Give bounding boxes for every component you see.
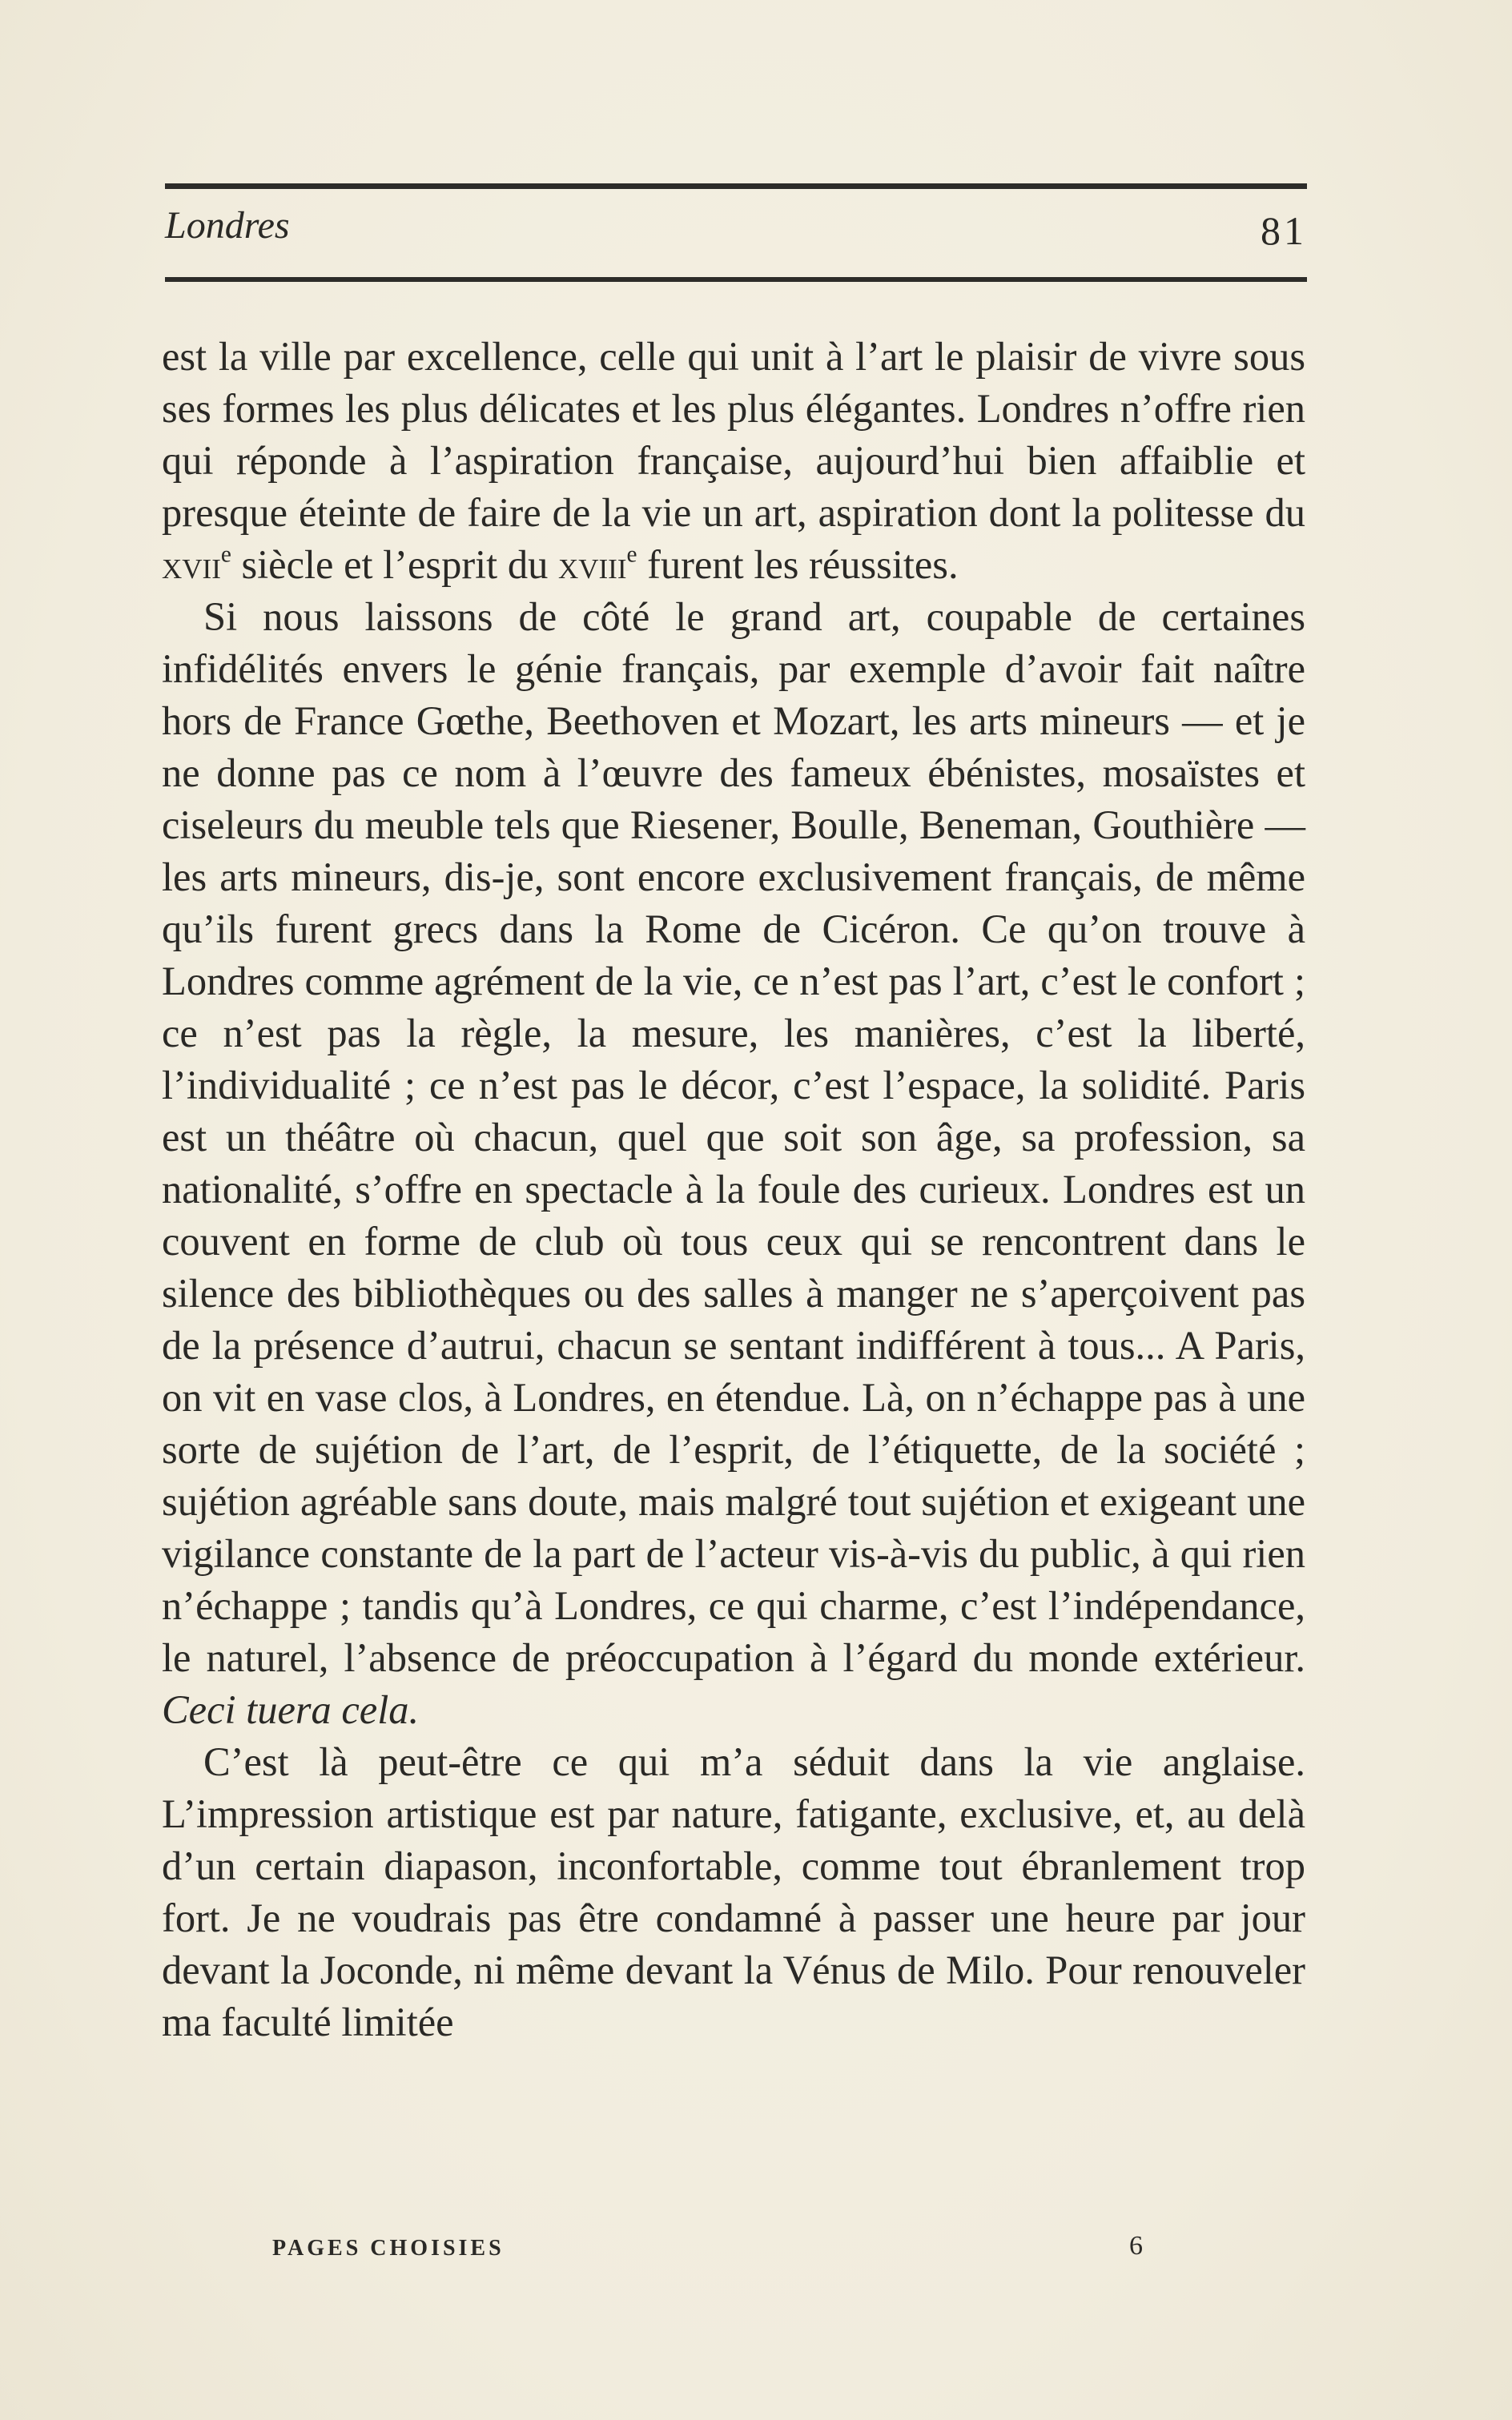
header-rule-top: [165, 183, 1307, 189]
running-head: Londres: [165, 204, 290, 247]
page-number: 81: [1261, 208, 1307, 253]
paragraph-2-text: Si nous laissons de côté le grand art, coupable de certaines infidélités envers le génie français, par exemple d’avoir fait naître hors de France Gœthe, Beethoven et Mozart, les arts mineurs — et je ne donne pas ce nom à l’œuvre des fameux ébénistes, mosaïstes et ciseleurs du meuble tels que Riesener, Boulle, Beneman, Gouthière — les arts mineurs, dis-je, sont encore exclusivement français, de même qu’ils furent grecs dans la Rome de Cicéron. Ce qu’on trouve à Londres comme agrément de la vie, ce n’est pas l’art, c’est le confort ; ce n’est pas la règle, la mesure, les manières, c’est la liberté, l’individualité ; ce n’est pas le décor, c’est l’espace, la solidité. Paris est un théâtre où chacun, quel que soit son âge, sa profession, sa nationalité, s’offre en spectacle à la foule des curieux. Londres est un couvent en forme de club où tous ceux qui se rencontrent dans le silence des bibliothèques ou des salles à manger ne s’aperçoivent pas de la présence d’autrui, chacun se sentant indifférent à tous... A Paris, on vit en vase clos, à Londres, en étendue. Là, on n’échappe pas à une sorte de sujétion de l’art, de l’esprit, de l’étiquette, de la société ; sujétion agréable sans doute, mais malgré tout sujétion et exigeant une vigilance constante de la part de l’acteur vis-à-vis du public, à qui rien n’échappe ; tandis qu’à Londres, ce qui charme, c’est l’indépendance, le naturel, l’absence de préoccupation à l’égard du monde extérieur.: [162, 594, 1305, 1680]
century-numeral-18: xviii: [557, 542, 627, 587]
signature-number: 6: [1129, 2231, 1143, 2261]
signature-title: PAGES CHOISIES: [272, 2236, 505, 2261]
header-rule-bottom: [165, 277, 1307, 282]
paragraph-1: [162, 331, 1305, 591]
paragraph-3: C’est là peut-être ce qui m’a séduit dans la vie anglaise. L’impression artistique est par nature, fatigante, exclusive, et, au delà d’un certain diapason, inconfortable, comme tout ébranlement trop fort. Je ne voudrais pas être condamné à passer une heure par jour devant la Joconde, ni même devant la Vénus de Milo. Pour renouveler ma faculté limitée: [162, 1739, 1305, 2044]
italic-quote: Ceci tuera cela.: [162, 1687, 420, 1732]
paragraph-1-text-c: furent les réussites.: [637, 542, 959, 587]
superscript-e: e: [220, 541, 231, 568]
paragraph-1-text-b: siècle et l’esprit du: [231, 542, 558, 587]
paragraph-1-text-a: est la ville par excellence, celle qui unit à l’art le plaisir de vivre sous ses formes les plus délicates et les plus élégantes. Londres n’offre rien qui réponde à l’aspiration française, aujourd’hui bien affaiblie et presque éteinte de faire de la vie un art, aspiration dont la politesse du: [162, 334, 1305, 535]
century-numeral-17: xvii: [162, 542, 221, 587]
body-text: [162, 331, 1305, 2048]
paragraph-2: [162, 591, 1305, 1736]
superscript-e: e: [626, 541, 637, 568]
